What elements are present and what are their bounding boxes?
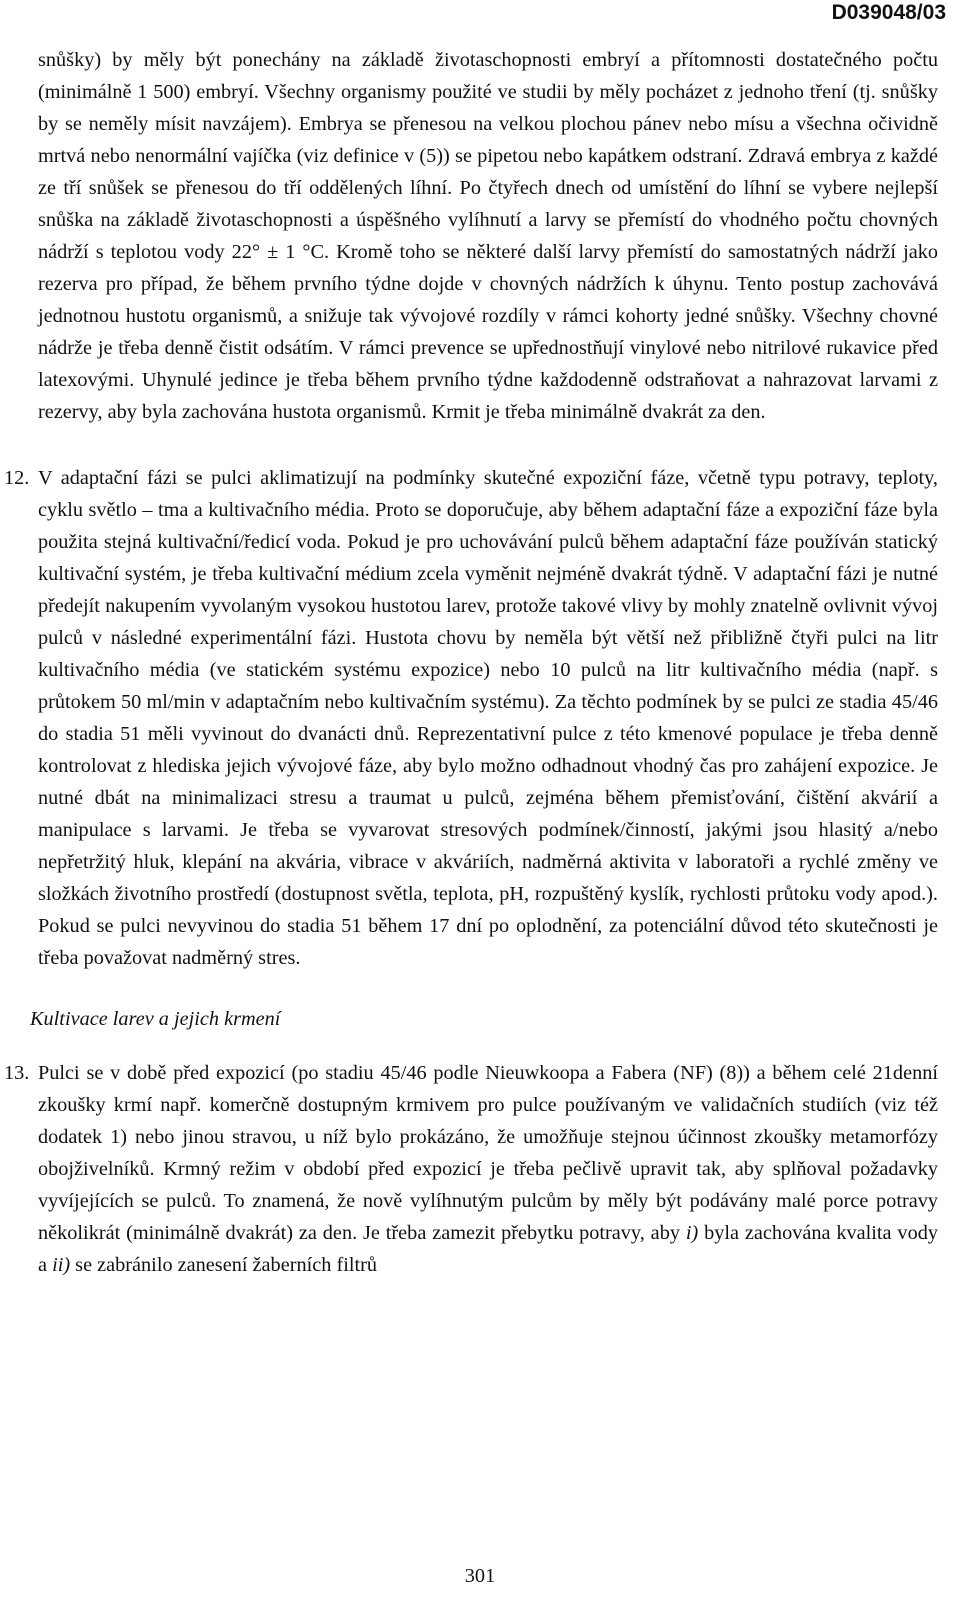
paragraph-text xyxy=(38,1057,938,1281)
paragraph-number: 12. xyxy=(4,467,30,489)
paragraph-text: V adaptační fázi se pulci aklimatizují na podmínky skutečné expoziční fáze, včetně typu potravy, teploty, cyklu světlo – tma a kultivačního média. Proto se doporučuje, aby během adaptační fáze a expoziční fáze byla použita stejná kultivační/ředicí voda. Pokud je pro uchovávání pulců během adaptační fáze používán statický kultivační systém, je třeba kultivační médium zcela vyměnit nejméně dvakrát týdně. V adaptační fázi je nutné předejít nakupením vyvolaným vysokou hustotou larev, protože takové vlivy by mohly znatelně ovlivnit vývoj pulců v následné experimentální fázi. Hustota chovu by neměla být větší než přibližně čtyři pulci na litr kultivačního média (ve statickém systému expozice) nebo 10 pulců na litr kultivačního média (např. s průtokem 50 ml/min v adaptačním nebo kultivačním systému). Za těchto podmínek by se pulci ze stadia 45/46 do stadia 51 měli vyvinout do dvanácti dnů. Reprezentativní pulce z této kmenové populace je třeba denně kontrolovat z hlediska jejich vývojové fáze, aby bylo možno odhadnout vhodný čas pro zahájení expozice. Je nutné dbát na minimalizaci stresu a traumat u pulců, zejména během přemisťování, čištění akvárií a manipulace s larvami. Je třeba se vyvarovat stresových podmínek/činností, jakými jsou hlasitý a/nebo nepřetržitý hluk, klepání na akvária, vibrace v akváriích, nadměrná aktivita v laboratoři a rychlé změny ve složkách životního prostředí (dostupnost světla, teplota, pH, rozpuštěný kyslík, rychlosti průtoku vody apod.). Pokud se pulci nevyvinou do stadia 51 během 17 dní po oplodnění, za potenciální důvod této skutečnosti je třeba považovat nadměrný stres. xyxy=(38,467,938,969)
text-run: Pulci se v době před expozicí (po stadiu 45/46 podle Nieuwkoopa a Fabera (NF) (8)) a během celé 21denní zkoušky krmí např. komerčně dostupným krmivem pro pulce používaným ve validačních studiích (viz též dodatek 1) nebo jinou stravou, u níž bylo prokázáno, že umožňuje stejnou účinnost zkoušky metamorfózy obojživelníků. Krmný režim v období před expozicí je třeba pečlivě upravit tak, aby splňoval požadavky vyvíjejících se pulců. To znamená, že nově vylíhnutým pulcům by měly být podávány malé porce potravy několikrát (minimálně dvakrát) za den. Je třeba zamezit přebytku potravy, aby xyxy=(38,1062,938,1244)
italic-enumerator: ii) xyxy=(52,1254,71,1276)
spacer xyxy=(38,428,938,462)
paragraph-number: 13. xyxy=(4,1062,30,1084)
paragraph-12 xyxy=(4,462,938,974)
text-run: byla zachována kvalita vody a xyxy=(38,1222,938,1276)
paragraph-11-continuation: snůšky) by měly být ponechány na základě životaschopnosti embryí a přítomnosti dostatečného počtu (minimálně 1 500) embryí. Všechny organismy použité ve studii by měly pocházet z jednoho tření (tj. snůšky by se neměly mísit navzájem). Embrya se přenesou na velkou plochou pánev nebo mísu a všechna očividně mrtvá nebo nenormální vajíčka (viz definice v (5)) se pipetou nebo kapátkem odstraní. Zdravá embrya z každé ze tří snůšek se přenesou do tří oddělených líhní. Po čtyřech dnech od umístění do líhní se vybere nejlepší snůška na základě životaschopnosti a úspěšného vylíhnutí a larvy se přemístí do vhodného počtu chovných nádrží s teplotou vody 22° ± 1 °C. Kromě toho se některé další larvy přemístí do samostatných nádrží jako rezerva pro případ, že během prvního týdne dojde v chovných nádržích k úhynu. Tento postup zachovává jednotnou hustotu organismů, a snižuje tak vývojové rozdíly v rámci kohorty jedné snůšky. Všechny chovné nádrže je třeba denně čistit odsátím. V rámci prevence se upřednostňují vinylové nebo nitrilové rukavice před latexovými. Uhynulé jedince je třeba během prvního týdne každodenně odstraňovat a nahrazovat larvami z rezervy, aby byla zachována hustota organismů. Krmit je třeba minimálně dvakrát za den. xyxy=(38,49,938,423)
text-run: se zabránilo zanesení žaberních filtrů xyxy=(70,1254,377,1276)
document-code: D039048/03 xyxy=(831,1,946,24)
italic-enumerator: i) xyxy=(685,1222,699,1244)
section-subheading: Kultivace larev a jejich krmení xyxy=(30,1008,281,1030)
document-body xyxy=(4,44,938,1281)
paragraph-13 xyxy=(4,1057,938,1281)
spacer xyxy=(38,1035,938,1057)
spacer xyxy=(38,974,938,1003)
page-number: 301 xyxy=(464,1565,496,1587)
